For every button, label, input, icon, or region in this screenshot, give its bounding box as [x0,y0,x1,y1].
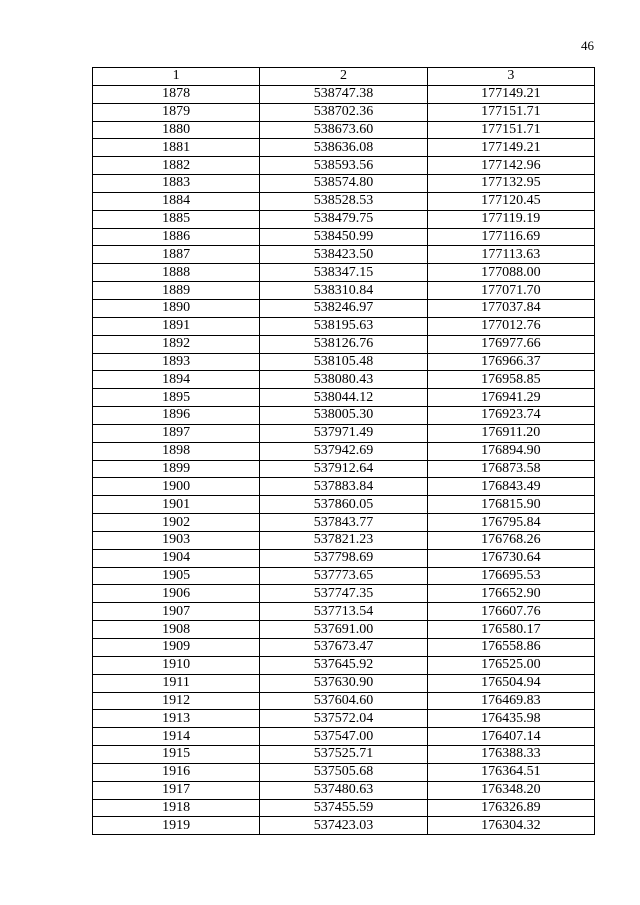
table-cell: 537971.49 [260,424,427,442]
table-cell: 538636.08 [260,139,427,157]
table-cell: 177113.63 [427,246,594,264]
table-row [93,389,595,407]
table-cell: 1887 [93,246,260,264]
table-cell: 176815.90 [427,496,594,514]
table-cell: 537843.77 [260,514,427,532]
table-cell: 537525.71 [260,746,427,764]
table-cell: 176941.29 [427,389,594,407]
column-header-2: 2 [260,68,427,86]
table-cell: 1897 [93,424,260,442]
coordinates-table [92,67,595,835]
table-cell: 538005.30 [260,407,427,425]
table-cell: 1906 [93,585,260,603]
table-cell: 1886 [93,228,260,246]
table-cell: 176469.83 [427,692,594,710]
table-cell: 537860.05 [260,496,427,514]
table-cell: 537713.54 [260,603,427,621]
table-cell: 176435.98 [427,710,594,728]
table-cell: 538423.50 [260,246,427,264]
table-cell: 1881 [93,139,260,157]
table-cell: 176966.37 [427,353,594,371]
table-cell: 176843.49 [427,478,594,496]
table-cell: 537673.47 [260,639,427,657]
table-cell: 538574.80 [260,175,427,193]
table-cell: 538105.48 [260,353,427,371]
table-row [93,692,595,710]
table-cell: 176923.74 [427,407,594,425]
table-cell: 538593.56 [260,157,427,175]
table-cell: 1914 [93,728,260,746]
table-cell: 1916 [93,763,260,781]
table-cell: 1895 [93,389,260,407]
table-row [93,621,595,639]
table-row [93,674,595,692]
table-cell: 176911.20 [427,424,594,442]
table-cell: 537604.60 [260,692,427,710]
table-row [93,799,595,817]
table-cell: 1880 [93,121,260,139]
table-cell: 538673.60 [260,121,427,139]
table-row [93,228,595,246]
table-cell: 1889 [93,282,260,300]
table-cell: 1911 [93,674,260,692]
table-cell: 537645.92 [260,656,427,674]
table-cell: 1896 [93,407,260,425]
table-cell: 538195.63 [260,317,427,335]
table-cell: 538747.38 [260,85,427,103]
table-row [93,746,595,764]
table-cell: 1909 [93,639,260,657]
table-row [93,210,595,228]
table-cell: 538347.15 [260,264,427,282]
table-row [93,246,595,264]
table-cell: 177142.96 [427,157,594,175]
table-row [93,335,595,353]
table-cell: 1894 [93,371,260,389]
table-cell: 1882 [93,157,260,175]
table-row [93,585,595,603]
table-row [93,639,595,657]
table-body [93,85,595,834]
table-cell: 1899 [93,460,260,478]
table-row [93,192,595,210]
table-cell: 1883 [93,175,260,193]
table-row [93,514,595,532]
table-cell: 176580.17 [427,621,594,639]
table-cell: 537423.03 [260,817,427,835]
table-cell: 1917 [93,781,260,799]
table-cell: 1888 [93,264,260,282]
column-header-1: 1 [93,68,260,86]
table-row [93,85,595,103]
table-cell: 538126.76 [260,335,427,353]
table-cell: 537821.23 [260,531,427,549]
table-row [93,531,595,549]
header-row [93,68,595,86]
table-cell: 537455.59 [260,799,427,817]
table-cell: 176730.64 [427,549,594,567]
table-cell: 176977.66 [427,335,594,353]
table-row [93,710,595,728]
table-cell: 177071.70 [427,282,594,300]
table-row [93,407,595,425]
table-cell: 537547.00 [260,728,427,746]
table-row [93,121,595,139]
table-row [93,424,595,442]
table-cell: 538246.97 [260,299,427,317]
table-cell: 537505.68 [260,763,427,781]
table-row [93,264,595,282]
table-row [93,728,595,746]
table-cell: 177151.71 [427,121,594,139]
table-cell: 538702.36 [260,103,427,121]
table-row [93,299,595,317]
table-cell: 176407.14 [427,728,594,746]
table-cell: 538080.43 [260,371,427,389]
table-cell: 537572.04 [260,710,427,728]
table-cell: 537942.69 [260,442,427,460]
table-cell: 176768.26 [427,531,594,549]
table-cell: 176652.90 [427,585,594,603]
table-row [93,139,595,157]
table-cell: 1915 [93,746,260,764]
table-cell: 177012.76 [427,317,594,335]
table-row [93,817,595,835]
table-cell: 177120.45 [427,192,594,210]
table-cell: 1907 [93,603,260,621]
table-cell: 1913 [93,710,260,728]
table-cell: 177088.00 [427,264,594,282]
table-row [93,763,595,781]
table-row [93,103,595,121]
table-cell: 1903 [93,531,260,549]
table-cell: 1902 [93,514,260,532]
table-row [93,353,595,371]
table-cell: 176326.89 [427,799,594,817]
table-cell: 176607.76 [427,603,594,621]
table-cell: 1908 [93,621,260,639]
table-cell: 1910 [93,656,260,674]
table-cell: 176504.94 [427,674,594,692]
table-cell: 177116.69 [427,228,594,246]
table-cell: 177149.21 [427,85,594,103]
table-cell: 537747.35 [260,585,427,603]
table-cell: 177149.21 [427,139,594,157]
table-cell: 177151.71 [427,103,594,121]
table-row [93,567,595,585]
table-row [93,442,595,460]
table-cell: 177037.84 [427,299,594,317]
table-row [93,175,595,193]
table-row [93,549,595,567]
table-cell: 176525.00 [427,656,594,674]
table-cell: 538479.75 [260,210,427,228]
table-cell: 538528.53 [260,192,427,210]
table-row [93,478,595,496]
table-cell: 1890 [93,299,260,317]
table-row [93,282,595,300]
table-cell: 537480.63 [260,781,427,799]
table-cell: 176364.51 [427,763,594,781]
table-cell: 537691.00 [260,621,427,639]
table-row [93,781,595,799]
table-cell: 176958.85 [427,371,594,389]
table-cell: 1904 [93,549,260,567]
table-cell: 1900 [93,478,260,496]
table-cell: 538450.99 [260,228,427,246]
table-cell: 537883.84 [260,478,427,496]
page-number: 46 [581,38,594,53]
table-header [93,68,595,86]
table-cell: 1878 [93,85,260,103]
table-cell: 1919 [93,817,260,835]
table-cell: 176558.86 [427,639,594,657]
table-cell: 176388.33 [427,746,594,764]
table-cell: 177132.95 [427,175,594,193]
table-cell: 176695.53 [427,567,594,585]
table-row [93,496,595,514]
table-row [93,371,595,389]
table-cell: 176795.84 [427,514,594,532]
table-row [93,317,595,335]
table-cell: 1879 [93,103,260,121]
table-cell: 537912.64 [260,460,427,478]
table-row [93,460,595,478]
table-cell: 1912 [93,692,260,710]
table-cell: 538310.84 [260,282,427,300]
table-cell: 1884 [93,192,260,210]
table-cell: 1901 [93,496,260,514]
table-cell: 537630.90 [260,674,427,692]
table-cell: 177119.19 [427,210,594,228]
table-cell: 1892 [93,335,260,353]
table-row [93,656,595,674]
table-cell: 1893 [93,353,260,371]
table-cell: 1885 [93,210,260,228]
table-cell: 1905 [93,567,260,585]
table-cell: 176304.32 [427,817,594,835]
table-cell: 176873.58 [427,460,594,478]
table-cell: 1898 [93,442,260,460]
table-cell: 1918 [93,799,260,817]
table-cell: 538044.12 [260,389,427,407]
table-cell: 1891 [93,317,260,335]
table-row [93,603,595,621]
table-cell: 176894.90 [427,442,594,460]
table-row [93,157,595,175]
table-cell: 537798.69 [260,549,427,567]
table-cell: 537773.65 [260,567,427,585]
table-cell: 176348.20 [427,781,594,799]
column-header-3: 3 [427,68,594,86]
